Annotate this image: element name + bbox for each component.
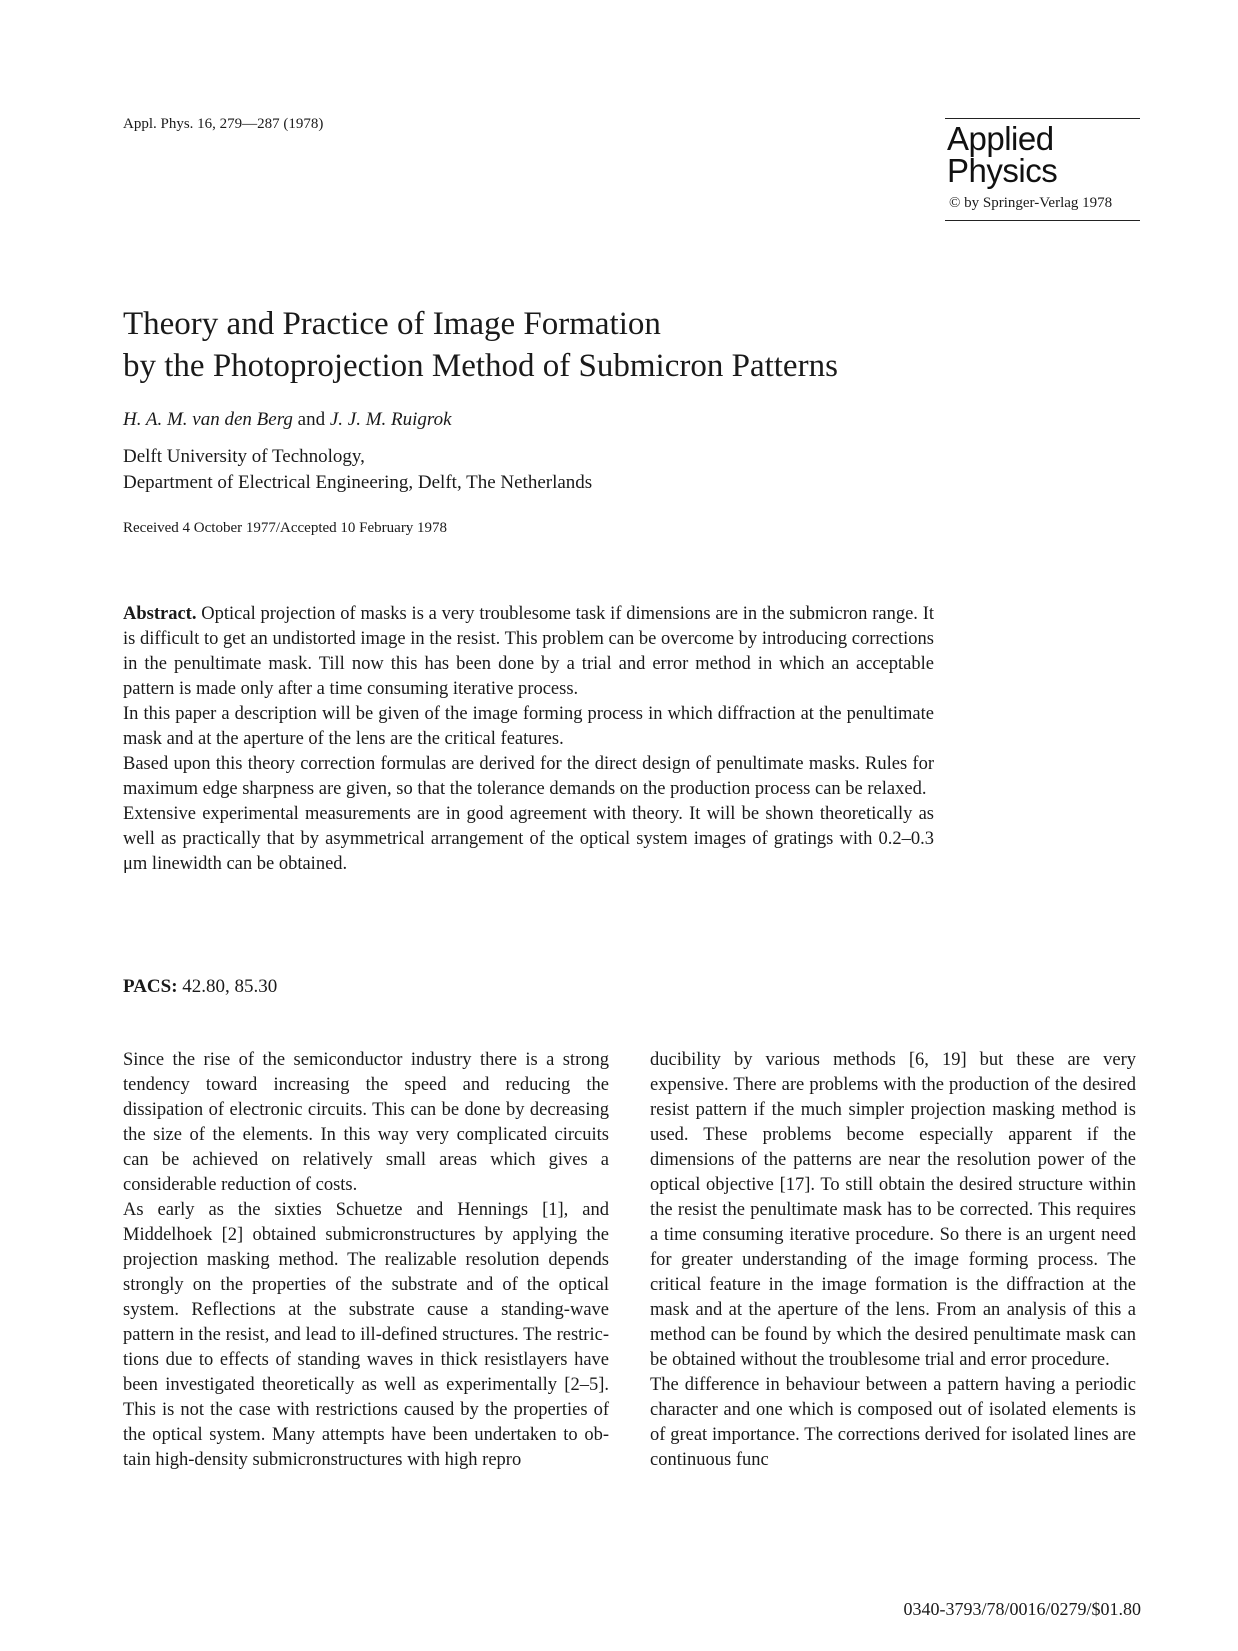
logo-top-rule <box>945 118 1140 119</box>
author-1: H. A. M. van den Berg <box>123 409 293 430</box>
body-paragraph: Since the rise of the semiconductor industry there is a strong tendency toward increasing the speed and reducing the dissipation of electronic circuits. This can be done by decreasing the size of the elements. In this way very complicated circuits can be achieved on relatively small areas which gives a considerable reduction of costs. <box>123 1050 609 1195</box>
abstract-paragraph-1 <box>123 602 934 702</box>
author-list <box>123 409 452 431</box>
body-paragraph: ducibility by various methods [6, 19] but these are very expensive. There are problems with the production of the desired resist pattern if the much simpler projection masking method is used. These problems become especially apparent if the dimensions of the patterns are near the resolution power of the optical objective [17]. To still obtain the desired structure within the resist the penultimate mask has to be corrected. This requires a time consuming iterative procedure. So there is an urgent need for greater understanding of the image forming process. The critical feature in the image formation is the diffraction at the mask and at the aperture of the lens. From an analysis of this a method can be found by which the desired penultimate mask can be obtained without the troublesome trial and error procedure. <box>650 1050 1136 1370</box>
logo-bottom-rule <box>945 220 1140 221</box>
affiliation-line-2: Department of Electrical Engineering, Delft, The Netherlands <box>123 472 593 493</box>
title-line-2: by the Photoprojection Method of Submicron Patterns <box>123 348 838 384</box>
body-paragraph: As early as the sixties Schuetze and Hennings [1], and Middelhoek [2] obtained submicronstructures by applying the projection masking method. The realizable resolution depends strongly on the properties of the substrate and of the optical system. Reflections at the substrate cause a standing-wave pattern in the resist, and lead to ill-defined structures. The restrictions due to effects of standing waves in thick resistlayers have been investigated theoretically as well as experimentally [2–5]. This is not the case with restrictions caused by the properties of the optical system. Many attempts have been undertaken to obtain high-density submicronstructures with high repro <box>123 1200 609 1470</box>
copyright-notice: © by Springer-Verlag 1978 <box>949 195 1113 211</box>
article-code: 0340-3793/78/0016/0279/$01.80 <box>903 1599 1141 1619</box>
pacs-label: PACS: <box>123 976 178 997</box>
journal-logo-block <box>945 118 1140 221</box>
abstract <box>123 602 934 877</box>
pacs-value: 42.80, 85.30 <box>182 976 278 997</box>
abstract-text-1: Optical projection of masks is a very troublesome task if dimensions are in the submicron range. It is difficult to get an undistorted image in the resist. This problem can be overcome by introducing corrections in the penultimate mask. Till now this has been done by a trial and error method in which an acceptable pattern is made only after a time consuming iterative process. <box>123 604 934 699</box>
received-dates: Received 4 October 1977/Accepted 10 February 1978 <box>123 520 448 536</box>
abstract-paragraph-2: In this paper a description will be given of the image forming process in which diffraction at the penultimate mask and at the aperture of the lens are the critical features. <box>123 704 934 749</box>
abstract-paragraph-4: Extensive experimental measurements are in good agreement with theory. It will be shown theoretically as well as practically that by asymmetrical arrangement of the optical system images of gratings with 0.2–0.3 μm linewidth can be obtained. <box>123 804 934 874</box>
body-column-left <box>123 1048 609 1473</box>
journal-logo-line2: Physics <box>947 152 1058 189</box>
author-2: J. J. M. Ruigrok <box>329 409 452 430</box>
author-conjunction: and <box>297 409 326 430</box>
abstract-label: Abstract. <box>123 604 197 624</box>
body-column-right <box>650 1048 1136 1473</box>
body-paragraph: The difference in behaviour between a pattern having a periodic character and one which is composed out of isolated elements is of great importance. The corrections derived for isolated lines are continuous func <box>650 1375 1136 1470</box>
pacs-codes <box>123 976 277 998</box>
affiliation-line-1: Delft University of Technology, <box>123 446 365 467</box>
affiliation <box>123 444 592 496</box>
journal-citation: Appl. Phys. 16, 279—287 (1978) <box>123 116 324 132</box>
abstract-paragraph-3: Based upon this theory correction formulas are derived for the direct design of penultimate masks. Rules for maximum edge sharpness are given, so that the tolerance demands on the production process can be relaxed. <box>123 754 934 799</box>
paper-title <box>123 303 838 387</box>
title-line-1: Theory and Practice of Image Formation <box>123 306 661 342</box>
journal-logo-line1: Applied <box>947 120 1054 157</box>
